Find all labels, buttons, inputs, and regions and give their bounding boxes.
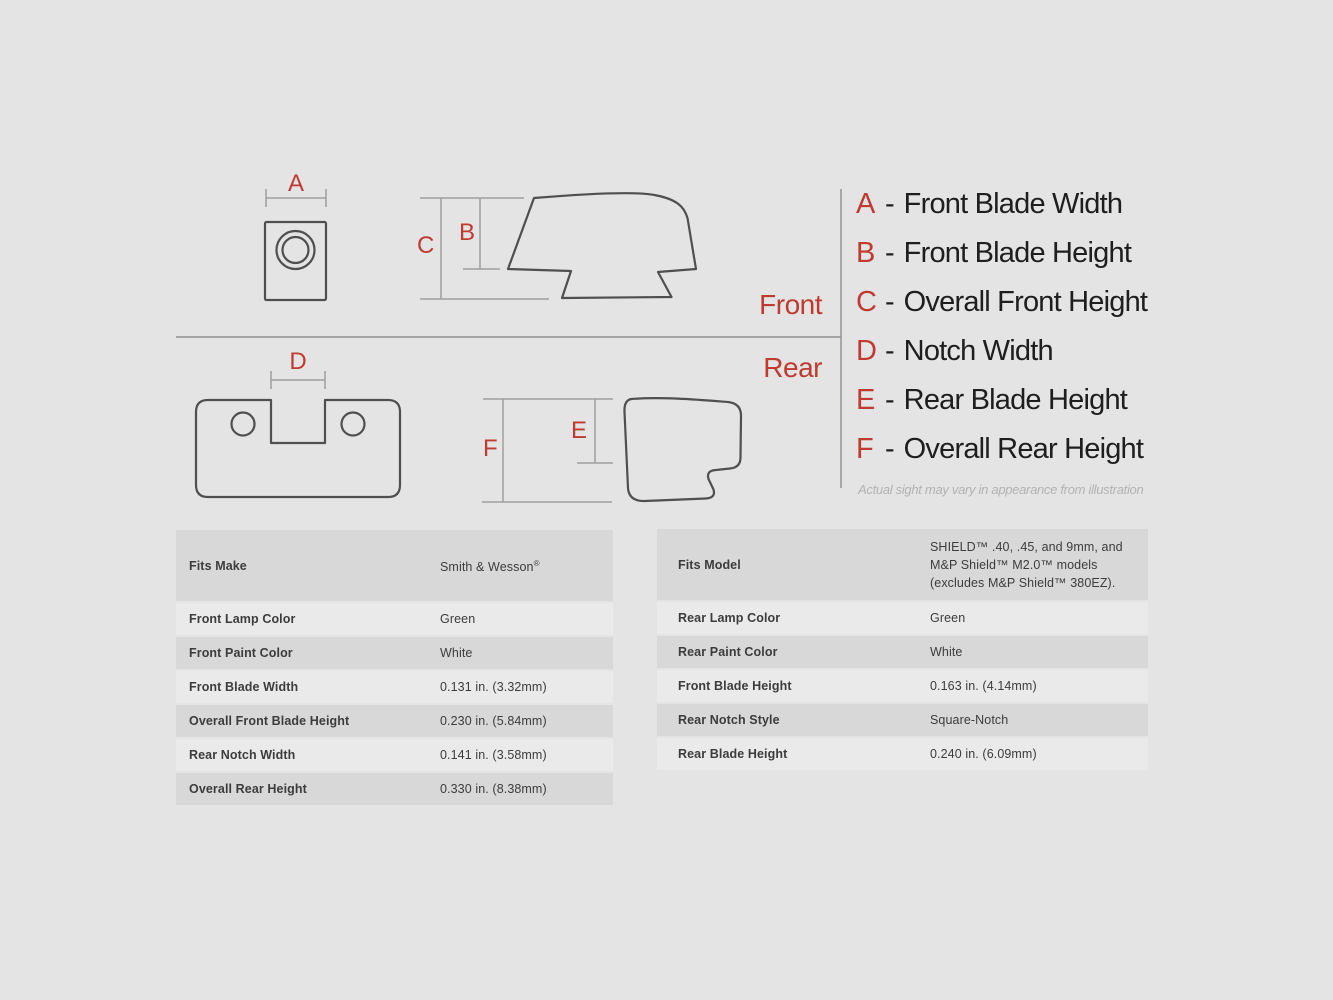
spec-value: 0.230 in. (5.84mm) — [440, 714, 547, 728]
spec-label: Rear Lamp Color — [678, 611, 781, 625]
legend-item — [856, 180, 1156, 229]
legend-item — [856, 278, 1156, 327]
spec-label: Front Blade Width — [189, 680, 299, 694]
legend-separator: - — [885, 237, 895, 269]
legend-key: C — [856, 286, 877, 318]
legend-separator: - — [885, 433, 895, 465]
table-row — [176, 603, 613, 637]
spec-label: Overall Front Blade Height — [189, 714, 350, 728]
table-row — [176, 637, 613, 671]
spec-value: Square-Notch — [930, 713, 1009, 727]
spec-value: 0.163 in. (4.14mm) — [930, 679, 1037, 693]
dim-c-lines — [420, 198, 549, 299]
table-row — [657, 704, 1148, 738]
legend-key: A — [856, 188, 875, 220]
dim-f-lines — [482, 399, 613, 502]
dim-label-d: D — [289, 348, 307, 375]
table-row — [657, 738, 1148, 772]
spec-label: Rear Blade Height — [678, 747, 788, 761]
dim-label-a: A — [287, 170, 304, 197]
legend-separator: - — [885, 188, 895, 220]
legend-item — [856, 425, 1156, 474]
legend-key: D — [856, 335, 877, 367]
spec-value: Green — [930, 611, 966, 625]
dim-label-b: B — [459, 219, 476, 246]
legend-label: Overall Rear Height — [903, 433, 1144, 465]
registered-mark: ® — [533, 558, 540, 568]
spec-value — [440, 555, 613, 576]
spec-value: SHIELD™ .40, .45, and 9mm, and M&P Shield™ M2.0™ models (excludes M&P Shield™ 380EZ). — [930, 539, 1123, 590]
spec-label: Front Blade Height — [678, 679, 792, 693]
spec-value-text: Smith & Wesson — [440, 560, 534, 575]
legend-label: Front Blade Width — [903, 188, 1123, 220]
legend-key: B — [856, 237, 875, 269]
legend-separator: - — [885, 286, 895, 318]
spec-value: 0.131 in. (3.32mm) — [440, 680, 547, 694]
spec-value: 0.330 in. (8.38mm) — [440, 782, 547, 796]
spec-value: Green — [440, 612, 476, 626]
spec-value: 0.240 in. (6.09mm) — [930, 747, 1037, 761]
legend-separator: - — [885, 384, 895, 416]
legend-item — [856, 327, 1156, 376]
front-sight-top-view — [265, 222, 326, 300]
legend-item — [856, 229, 1156, 278]
table-row — [176, 773, 613, 807]
rear-sight-front-view — [196, 400, 400, 497]
dim-label-e: E — [571, 417, 588, 444]
spec-label: Rear Notch Style — [678, 713, 780, 727]
spec-label: Front Lamp Color — [189, 612, 296, 626]
dimension-legend — [856, 180, 1156, 474]
table-row — [657, 602, 1148, 636]
spec-label: Fits Make — [189, 558, 247, 573]
legend-footnote: Actual sight may vary in appearance from illustration — [858, 482, 1144, 497]
spec-label: Overall Rear Height — [189, 782, 307, 796]
table-row — [657, 636, 1148, 670]
rear-sight-profile — [624, 398, 741, 501]
legend-separator: - — [885, 335, 895, 367]
spec-table-right — [657, 529, 1148, 772]
front-section-label: Front — [759, 289, 822, 320]
spec-label: Rear Paint Color — [678, 645, 778, 659]
spec-value: 0.141 in. (3.58mm) — [440, 748, 547, 762]
legend-label: Notch Width — [903, 335, 1053, 367]
table-row — [176, 705, 613, 739]
table-row — [176, 530, 613, 603]
table-row — [657, 670, 1148, 704]
legend-key: E — [856, 384, 875, 416]
spec-label: Front Paint Color — [189, 646, 293, 660]
table-row — [176, 739, 613, 773]
legend-label: Overall Front Height — [903, 286, 1148, 318]
spec-table-left — [176, 530, 613, 807]
spec-value: White — [440, 646, 473, 660]
spec-label: Rear Notch Width — [189, 748, 296, 762]
dim-label-c: C — [417, 232, 435, 259]
table-row — [176, 671, 613, 705]
table-row — [657, 529, 1148, 602]
legend-label: Rear Blade Height — [903, 384, 1128, 416]
spec-value: White — [930, 645, 963, 659]
legend-key: F — [856, 433, 874, 465]
front-sight-profile — [508, 193, 696, 298]
spec-label: Fits Model — [678, 557, 741, 572]
dim-label-f: F — [483, 435, 498, 462]
legend-label: Front Blade Height — [903, 237, 1132, 269]
legend-item — [856, 376, 1156, 425]
rear-section-label: Rear — [763, 352, 822, 383]
